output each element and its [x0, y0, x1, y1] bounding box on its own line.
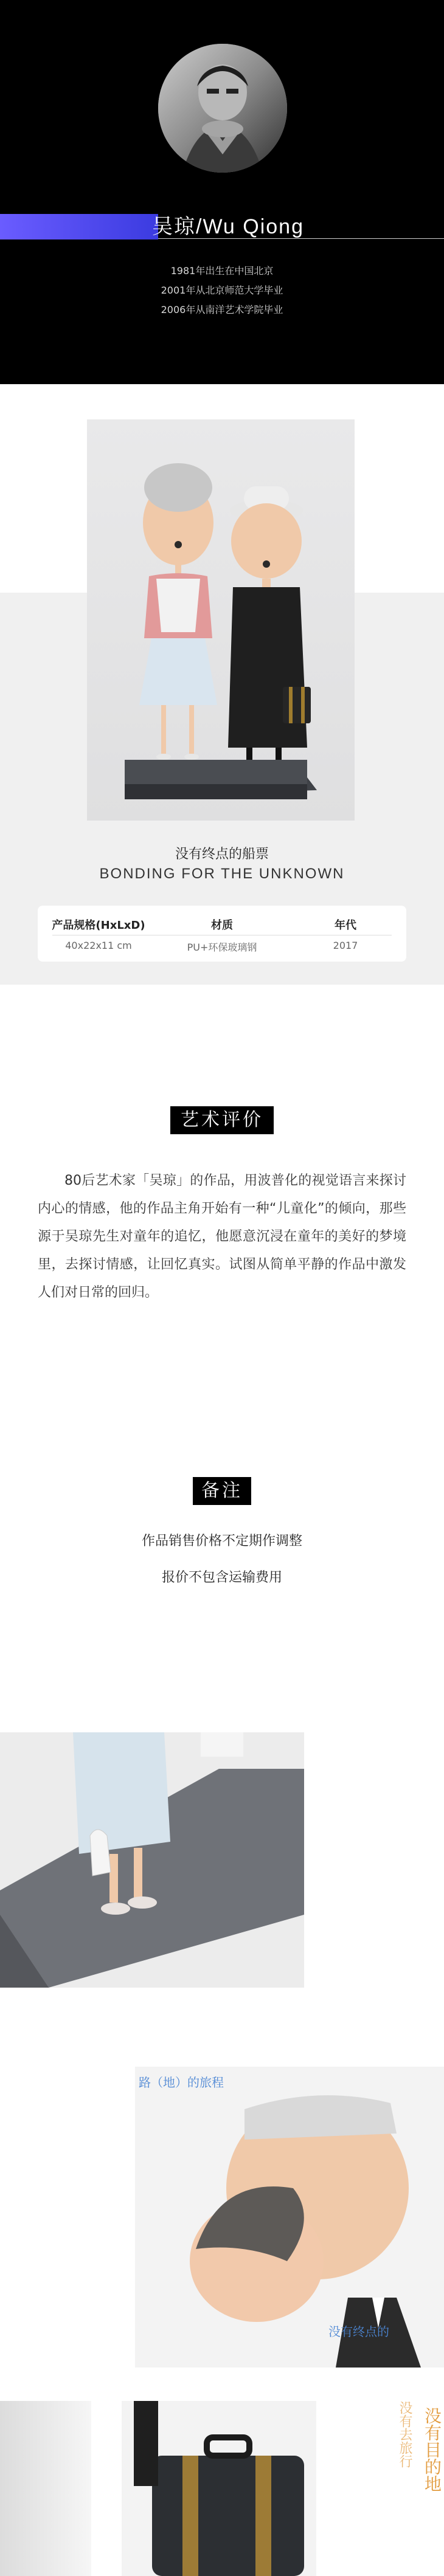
- detail-photo-heads: [135, 2067, 444, 2368]
- artist-header: [0, 0, 444, 384]
- spec-label: 年代: [335, 919, 356, 932]
- bio-line: 1981年出生在中国北京: [170, 265, 274, 277]
- spec-value: PU+环保玻璃钢: [187, 942, 257, 953]
- spec-value: 40x22x11 cm: [65, 940, 132, 951]
- sculpture-image: [87, 419, 355, 821]
- spec-value: 2017: [333, 940, 358, 951]
- detail-photo-suitcase: [0, 2401, 444, 2576]
- spec-card: [38, 906, 406, 962]
- vertical-text-1: 没有目的地: [422, 2407, 442, 2492]
- review-tag: 艺术评价: [170, 1106, 274, 1134]
- feet-closeup-image: [0, 1732, 304, 1988]
- review-text: 80后艺术家「吴琼」的作品，用波普化的视觉语言来探讨内心的情感，他的作品主角开始有一种“儿童化”的倾向，那些源于吴琼先生对童年的追忆，他愿意沉浸在童年的美好的梦境里，去探讨情感，让回忆真实。试图从简单平静的作品中激发人们对日常的回归。: [38, 1173, 406, 1300]
- vertical-text-2: 没有去旅行: [397, 2401, 412, 2468]
- product-subtitle: BONDING FOR THE UNKNOWN: [99, 866, 345, 882]
- note-line: 报价不包含运输费用: [161, 1570, 282, 1585]
- product-photo: [87, 419, 355, 821]
- ticket-text-right: 没有终点的: [328, 2324, 389, 2339]
- artist-avatar: [158, 44, 287, 173]
- note-line: 作品销售价格不定期作调整: [141, 1534, 302, 1549]
- spec-label: 产品规格(HxLxD): [52, 919, 145, 932]
- detail-photo-feet: [0, 1732, 304, 1988]
- bio-line: 2006年从南洋艺术学院毕业: [161, 304, 283, 315]
- artist-portrait-image: [158, 44, 287, 173]
- heads-closeup-image: [135, 2067, 444, 2368]
- ticket-text-left: 路（地）的旅程: [139, 2075, 224, 2090]
- bio-line: 2001年从北京师范大学毕业: [161, 284, 283, 296]
- artist-name: 吴琼/Wu Qiong: [152, 215, 305, 238]
- spec-material: [161, 917, 283, 954]
- artist-name-bar: [0, 214, 444, 239]
- spec-year: [285, 917, 406, 951]
- spec-size: [38, 917, 159, 951]
- artist-bio: [0, 261, 444, 320]
- product-title: 没有终点的船票: [175, 847, 269, 862]
- suitcase-closeup-image: [0, 2401, 444, 2576]
- notes-tag: 备注: [193, 1477, 251, 1505]
- spec-label: 材质: [211, 919, 233, 932]
- name-accent-bar: [0, 214, 158, 239]
